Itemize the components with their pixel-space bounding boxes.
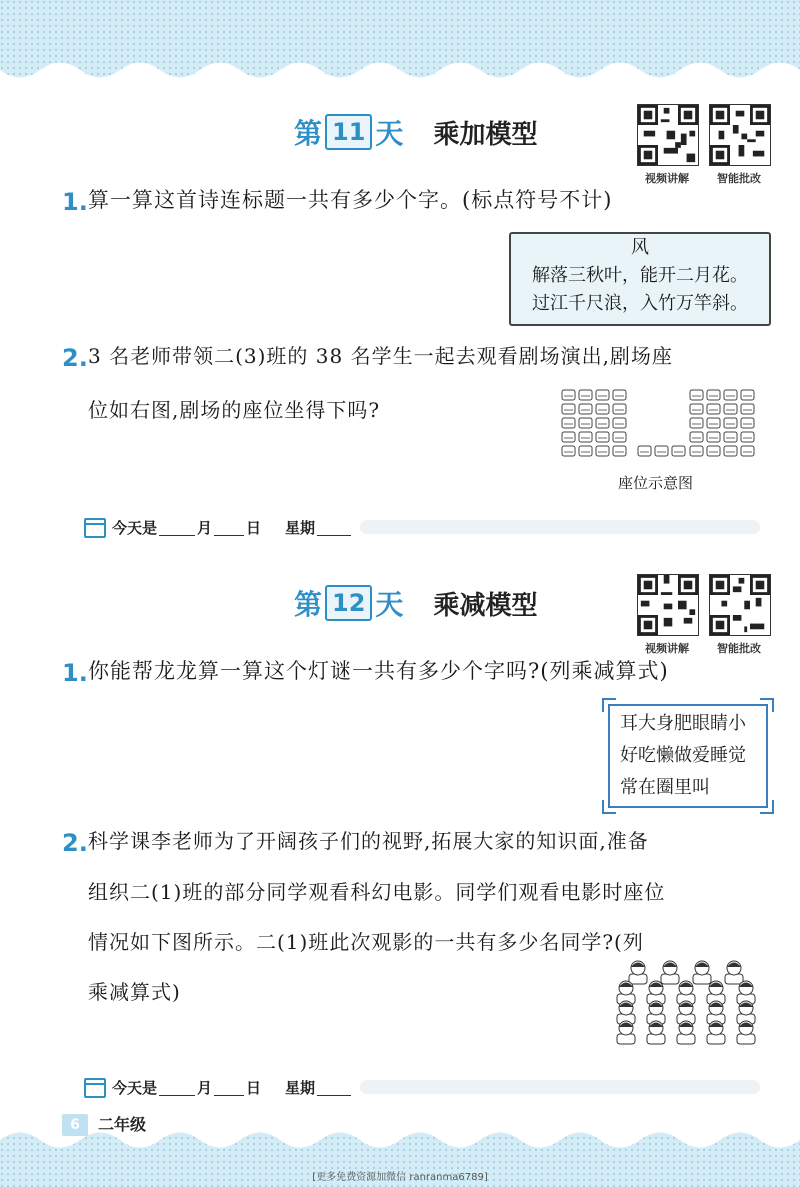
qr-code-icon[interactable] <box>637 104 699 166</box>
question-number: 1. <box>62 659 88 687</box>
student-icon <box>707 1021 725 1044</box>
day12-topic: 乘减模型 <box>433 590 538 621</box>
seat-icon <box>690 390 703 400</box>
day12-number: 12 <box>325 585 372 621</box>
seat-icon <box>638 446 651 456</box>
seat-icon <box>562 390 575 400</box>
watermark: [更多免费资源加微信 ranranma6789] <box>312 1172 488 1183</box>
seat-icon <box>690 446 703 456</box>
date-month-label: 月 <box>197 519 213 537</box>
seat-icon <box>655 446 668 456</box>
poem-title: 风 <box>631 237 649 258</box>
page-number: 6 <box>62 1114 88 1136</box>
qr-code-icon[interactable] <box>709 104 771 166</box>
poem-box <box>509 232 771 326</box>
seat-icon <box>724 418 737 428</box>
seat-icon <box>613 446 626 456</box>
frame-corner <box>602 698 616 712</box>
day12-di: 第 <box>294 588 323 621</box>
seat-icon <box>562 418 575 428</box>
day11-di: 第 <box>294 117 323 150</box>
seat-icon <box>562 404 575 414</box>
date-today-label: 今天是 <box>112 1079 158 1097</box>
question-text: 3 名老师带领二(3)班的 38 名学生一起去观看剧场演出,剧场座 <box>88 344 673 368</box>
date-line <box>84 517 353 538</box>
student-icon <box>661 961 679 984</box>
seat-icon <box>613 390 626 400</box>
calendar-icon <box>84 518 106 538</box>
cinema-seating-illustration <box>608 958 768 1046</box>
day11-number: 11 <box>325 114 372 150</box>
month-blank[interactable] <box>159 1079 195 1096</box>
seat-icon <box>579 446 592 456</box>
seat-icon <box>690 432 703 442</box>
question-text: 乘减算式) <box>88 980 181 1004</box>
seat-icon <box>707 418 720 428</box>
month-blank[interactable] <box>159 519 195 536</box>
seat-icon <box>596 404 609 414</box>
frame-corner <box>602 800 616 814</box>
seat-icon <box>724 446 737 456</box>
seat-icon <box>672 446 685 456</box>
seat-diagram <box>560 388 770 470</box>
date-day-label: 日 <box>246 519 262 537</box>
student-icon <box>629 961 647 984</box>
question-text: 算一算这首诗连标题一共有多少个字。(标点符号不计) <box>88 188 613 212</box>
seat-icon <box>596 446 609 456</box>
poem-line: 过江千尺浪，入竹万竿斜。 <box>532 293 748 314</box>
seat-icon <box>724 432 737 442</box>
riddle-box <box>608 704 768 808</box>
seat-icon <box>741 390 754 400</box>
seat-icon <box>562 432 575 442</box>
seat-icon <box>562 446 575 456</box>
riddle-line: 好吃懒做爱睡觉 <box>620 745 746 766</box>
seat-icon <box>707 390 720 400</box>
seat-icon <box>707 446 720 456</box>
date-week-label: 星期 <box>285 519 316 537</box>
seat-icon <box>613 432 626 442</box>
decorative-band <box>360 1080 760 1094</box>
seat-icon <box>724 404 737 414</box>
question-number: 1. <box>62 188 88 216</box>
question-text: 情况如下图所示。二(1)班此次观影的一共有多少名同学?(列 <box>88 930 644 954</box>
question-text: 你能帮龙龙算一算这个灯谜一共有多少个字吗?(列乘减算式) <box>88 659 669 683</box>
seat-icon <box>579 404 592 414</box>
student-icon <box>647 1021 665 1044</box>
seat-icon <box>741 418 754 428</box>
question-text: 科学课李老师为了开阔孩子们的视野,拓展大家的知识面,准备 <box>88 829 649 853</box>
student-icon <box>737 1021 755 1044</box>
day11-topic: 乘加模型 <box>433 119 538 150</box>
qr-label-grading: 智能批改 <box>717 642 761 655</box>
seat-icon <box>724 390 737 400</box>
date-today-label: 今天是 <box>112 519 158 537</box>
poem-line: 解落三秋叶，能开二月花。 <box>532 265 748 286</box>
day11-tian: 天 <box>375 117 404 150</box>
date-line <box>84 1077 353 1098</box>
seat-icon <box>579 418 592 428</box>
seat-icon <box>613 404 626 414</box>
question-number: 2. <box>62 829 88 857</box>
qr-label-grading: 智能批改 <box>717 172 761 185</box>
question-text: 位如右图,剧场的座位坐得下吗? <box>88 398 381 422</box>
riddle-line: 常在圈里叫 <box>620 777 710 798</box>
seat-icon <box>579 432 592 442</box>
day12-title <box>294 583 537 623</box>
seat-icon <box>690 418 703 428</box>
date-day-label: 日 <box>246 1079 262 1097</box>
day12-tian: 天 <box>375 588 404 621</box>
day-blank[interactable] <box>214 519 244 536</box>
grade-label: 二年级 <box>98 1115 147 1134</box>
seat-icon <box>707 432 720 442</box>
seat-icon <box>596 390 609 400</box>
student-icon <box>725 961 743 984</box>
qr-code-icon[interactable] <box>709 574 771 636</box>
week-blank[interactable] <box>317 1079 351 1096</box>
week-blank[interactable] <box>317 519 351 536</box>
date-week-label: 星期 <box>285 1079 316 1097</box>
question-number: 2. <box>62 344 88 372</box>
seat-icon <box>741 446 754 456</box>
student-icon <box>693 961 711 984</box>
seat-icon <box>579 390 592 400</box>
seat-icon <box>707 404 720 414</box>
decorative-band <box>360 520 760 534</box>
qr-label-video: 视频讲解 <box>645 172 689 185</box>
qr-label-video: 视频讲解 <box>645 642 689 655</box>
date-month-label: 月 <box>197 1079 213 1097</box>
top-wave-band <box>0 0 800 92</box>
qr-code-icon[interactable] <box>637 574 699 636</box>
calendar-icon <box>84 1078 106 1098</box>
riddle-line: 耳大身肥眼睛小 <box>620 713 746 734</box>
seat-icon <box>741 404 754 414</box>
seat-icon <box>596 418 609 428</box>
seat-icon <box>741 432 754 442</box>
frame-corner <box>760 800 774 814</box>
student-icon <box>677 1021 695 1044</box>
day-blank[interactable] <box>214 1079 244 1096</box>
student-icon <box>617 1021 635 1044</box>
seat-icon <box>613 418 626 428</box>
day11-title <box>294 112 537 152</box>
frame-corner <box>760 698 774 712</box>
seat-diagram-caption: 座位示意图 <box>618 474 694 492</box>
seat-icon <box>596 432 609 442</box>
question-text: 组织二(1)班的部分同学观看科幻电影。同学们观看电影时座位 <box>88 880 666 904</box>
seat-icon <box>690 404 703 414</box>
